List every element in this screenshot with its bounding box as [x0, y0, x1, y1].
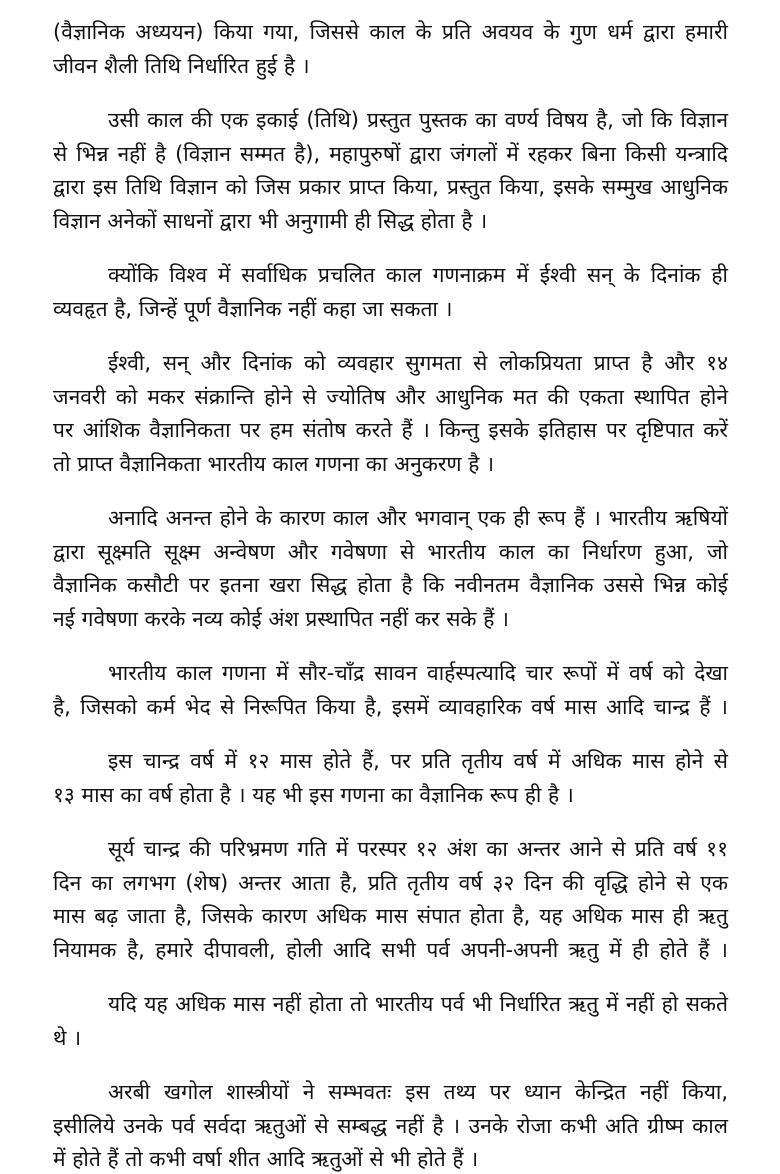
- text-line: इसीलिये उनके पर्व सर्वदा ऋतुओं से सम्बद्ध नहीं है । उनके रोजा कभी अति ग्रीष्म काल: [53, 1114, 728, 1138]
- text-line: उसी काल की एक इकाई (तिथि) प्रस्तुत पुस्तक का वर्ण्य विषय है, जो कि विज्ञान: [108, 108, 728, 132]
- text-line: क्योंकि विश्व में सर्वाधिक प्रचलित काल गणनाक्रम में ईश्वी सन् के दिनांक ही: [108, 263, 728, 287]
- text-line: यदि यह अधिक मास नहीं होता तो भारतीय पर्व भी निर्धारित ऋतु में नहीं हो सकते: [108, 992, 728, 1016]
- text-line: नियामक है, हमारे दीपावली, होली आदि सभी पर्व अपनी-अपनी ऋतु में ही होते हैं ।: [53, 938, 728, 962]
- text-line: (वैज्ञानिक अध्ययन) किया गया, जिससे काल के प्रति अवयव के गुण धर्म द्वारा हमारी: [53, 20, 728, 44]
- text-line: जनवरी को मकर संक्रान्ति होने से ज्योतिष और आधुनिक मत की एकता स्थापित होने: [53, 385, 728, 409]
- text-line: विज्ञान अनेकों साधनों द्वारा भी अनुगामी ही सिद्ध होता है ।: [53, 209, 488, 233]
- text-line: ईश्वी, सन् और दिनांक को व्यवहार सुगमता से लोकप्रियता प्राप्त है और १४: [108, 351, 728, 375]
- text-line: तो प्राप्त वैज्ञानिकता भारतीय काल गणना का अनुकरण है ।: [53, 452, 495, 476]
- text-line: मास बढ़ जाता है, जिसके कारण अधिक मास संपात होता है, यह अधिक मास ही ऋतु: [53, 904, 728, 928]
- text-line: है, जिसको कर्म भेद से निरूपित किया है, इसमें व्यावहारिक वर्ष मास आदि चान्द्र हैं ।: [53, 695, 728, 719]
- text-line: द्वारा इस तिथि विज्ञान को जिस प्रकार प्राप्त किया, प्रस्तुत किया, इसके सम्मुख आधुनिक: [53, 175, 728, 199]
- text-line: पर आंशिक वैज्ञानिकता पर हम संतोष करते हैं । किन्तु इसके इतिहास पर दृष्टिपात करें: [53, 418, 728, 442]
- text-line: १३ मास का वर्ष होता है । यह भी इस गणना का वैज्ञानिक रूप ही है ।: [53, 783, 574, 807]
- text-line: से भिन्न नहीं है (विज्ञान सम्मत है), महापुरुषों द्वारा जंगलों में रहकर बिना किसी यन्त्रादि: [53, 142, 728, 166]
- text-line: अरबी खगोल शास्त्रीयों ने सम्भवतः इस तथ्य पर ध्यान केन्द्रित नहीं किया,: [108, 1080, 728, 1104]
- text-line: द्वारा सूक्ष्मति सूक्ष्म अन्वेषण और गवेषणा से भारतीय काल का निर्धारण हुआ, जो: [53, 540, 728, 564]
- text-line: नई गवेषणा करके नव्य कोई अंश प्रस्थापित नहीं कर सके हैं ।: [53, 607, 510, 631]
- text-line: अनादि अनन्त होने के कारण काल और भगवान् एक ही रूप हैं । भारतीय ऋषियों: [108, 506, 728, 530]
- text-line: व्यवहृत है, जिन्हें पूर्ण वैज्ञानिक नहीं कहा जा सकता ।: [53, 297, 453, 321]
- text-line: में होते हैं तो कभी वर्षा शीत आदि ऋतुओं से भी होते हैं ।: [53, 1147, 479, 1171]
- text-line: भारतीय काल गणना में सौर-चाँद्र सावन वार्हस्पत्यादि चार रूपों में वर्ष को देखा: [108, 661, 728, 685]
- text-line: दिन का लगभग (शेष) अन्तर आता है, प्रति तृतीय वर्ष ३२ दिन की वृद्धि होने से एक: [53, 871, 728, 895]
- text-line: इस चान्द्र वर्ष में १२ मास होते हैं, पर प्रति तृतीय वर्ष में अधिक मास होने से: [108, 749, 728, 773]
- text-line: सूर्य चान्द्र की परिभ्रमण गति में परस्पर १२ अंश का अन्तर आने से प्रति वर्ष ११: [108, 837, 728, 861]
- text-line: वैज्ञानिक कसौटी पर इतना खरा सिद्ध होता है कि नवीनतम वैज्ञानिक उससे भिन्न कोई: [53, 573, 728, 597]
- text-line: थे ।: [53, 1026, 82, 1050]
- text-line: जीवन शैली तिथि निर्धारित हुई है ।: [53, 54, 310, 78]
